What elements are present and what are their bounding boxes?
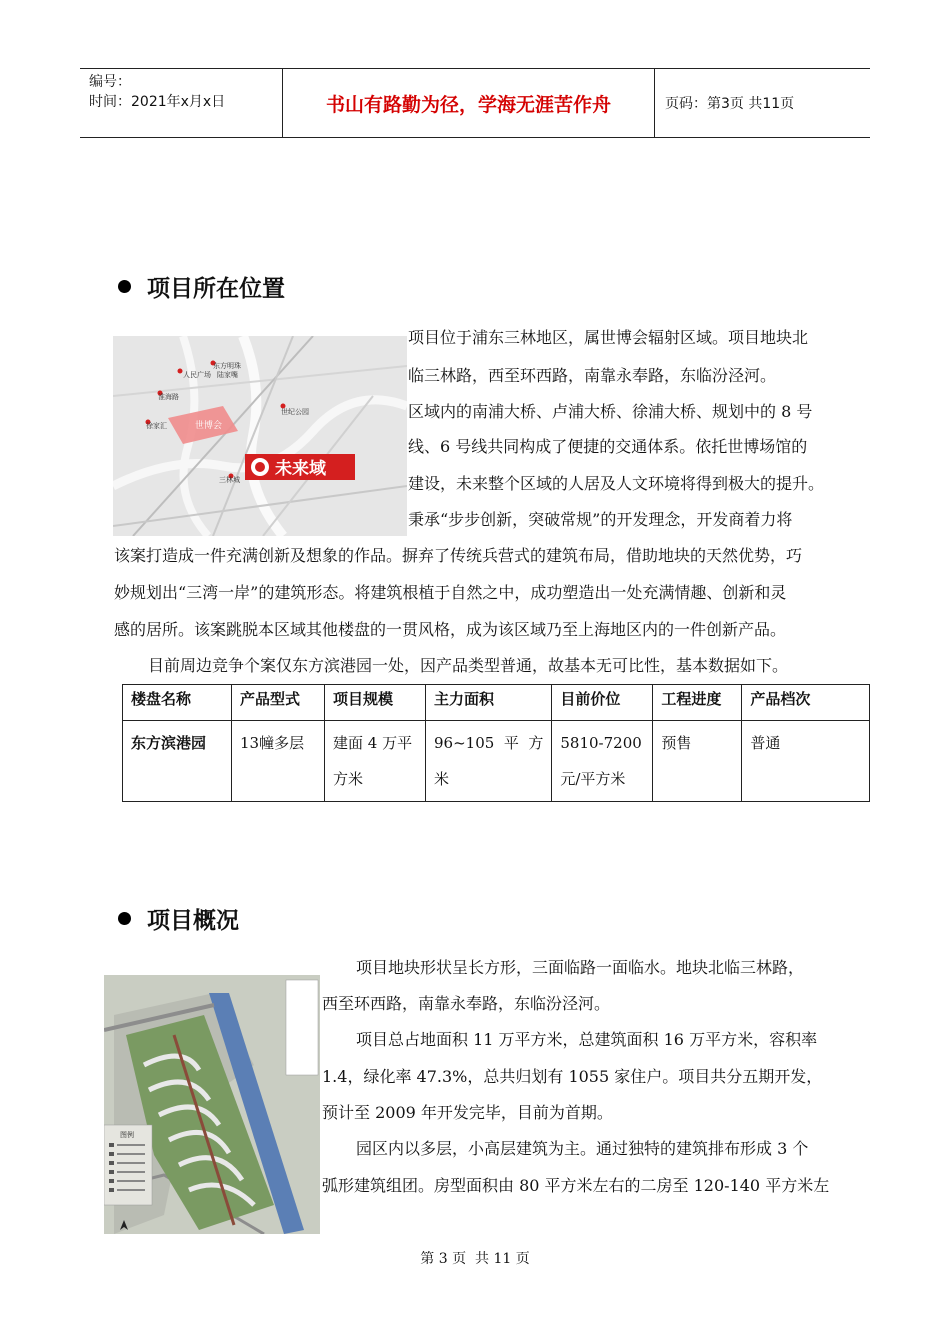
paragraph-line: 感的居所。该案跳脱本区域其他楼盘的一贯风格，成为该区域乃至上海地区内的一件创新产品。: [114, 620, 787, 639]
page-footer: 第 3 页 共 11 页: [420, 1251, 530, 1267]
paragraph-line: 妙规划出“三湾一岸”的建筑形态。将建筑根植于自然之中，成功塑造出一处充满情趣、创新和灵: [114, 583, 787, 602]
table-header-row: [123, 685, 870, 721]
bullet-icon: [118, 280, 131, 293]
paragraph-line: 线、6 号线共同构成了便捷的交通体系。依托世博场馆的: [408, 437, 808, 456]
table-cell-name: 东方滨港园: [123, 721, 232, 802]
site-plan-image: [104, 975, 320, 1234]
cell-line: 96~105 平 方: [434, 734, 544, 752]
section-heading-location: [118, 270, 285, 303]
header-motto: 书山有路勤为径，学海无涯苦作舟: [283, 69, 655, 137]
cell-line: 5810-7200: [560, 734, 642, 752]
header-meta: [80, 69, 283, 137]
competitor-table: [122, 684, 870, 802]
paragraph-line: 项目总占地面积 11 万平方米，总建筑面积 16 万平方米，容积率: [356, 1030, 818, 1049]
plan-info-panel: [286, 980, 318, 1075]
table-header-cell: 工程进度: [653, 685, 742, 721]
cell-line: 元/平方米: [560, 770, 626, 788]
map-label-expo: 世博会: [195, 421, 223, 431]
plan-legend-title: 图例: [120, 1131, 134, 1139]
table-header-cell: 产品型式: [232, 685, 325, 721]
header-page-number: 页码：第3页 共11页: [665, 96, 795, 112]
map-label-logo: 未来域: [275, 459, 326, 479]
cell-line: 建面 4 万平: [333, 734, 413, 752]
map-label-east-bright: 东方明珠: [213, 362, 241, 370]
map-label-sanlin: 三林城: [219, 476, 240, 484]
cell-line: 米: [434, 770, 450, 788]
map-label-huaihai: 淮海路: [158, 393, 179, 401]
page-header: [80, 68, 870, 138]
paragraph-line: 该案打造成一件充满创新及想象的作品。摒弃了传统兵营式的建筑布局，借助地块的天然优势，巧: [114, 546, 803, 565]
section-heading-overview: [118, 902, 239, 935]
location-map-image: [113, 336, 407, 536]
document-number-label: 编号：: [89, 74, 131, 90]
paragraph-line: 区域内的南浦大桥、卢浦大桥、徐浦大桥、规划中的 8 号: [408, 402, 813, 421]
section-title: 项目所在位置: [147, 275, 285, 302]
paragraph-line: 秉承“步步创新，突破常规”的开发理念，开发商着力将: [408, 510, 793, 529]
table-cell-price: [552, 721, 653, 802]
paragraph-line: 建设，未来整个区域的人居及人文环境将得到极大的提升。: [408, 474, 825, 493]
table-cell-area: [426, 721, 552, 802]
table-header-cell: 项目规模: [325, 685, 426, 721]
table-header-cell: 产品档次: [742, 685, 870, 721]
paragraph-line: 1.4，绿化率 47.3%，总共归划有 1055 家住户。项目共分五期开发，: [322, 1067, 823, 1086]
table-header-cell: 目前价位: [552, 685, 653, 721]
paragraph-line: 预计至 2009 年开发完毕，目前为首期。: [322, 1103, 613, 1122]
table-row: [123, 721, 870, 802]
paragraph-line: 目前周边竞争个案仅东方滨港园一处，因产品类型普通，故基本无可比性，基本数据如下。: [148, 656, 789, 675]
paragraph-line: 弧形建筑组团。房型面积由 80 平方米左右的二房至 120-140 平方米左: [322, 1176, 830, 1195]
table-header-cell: 主力面积: [426, 685, 552, 721]
paragraph-line: 临三林路，西至环西路，南靠永奉路，东临汾泾河。: [408, 366, 777, 385]
table-header-cell: 楼盘名称: [123, 685, 232, 721]
table-cell-scale: [325, 721, 426, 802]
map-label-lujiazui: 陆家嘴: [217, 371, 238, 379]
cell-line: 方米: [333, 770, 364, 788]
map-label-century-park: 世纪公园: [281, 408, 309, 416]
paragraph-line: 西至环西路，南靠永奉路，东临汾泾河。: [322, 994, 611, 1013]
section-title: 项目概况: [147, 907, 239, 934]
paragraph-line: 项目位于浦东三林地区，属世博会辐射区域。项目地块北: [408, 328, 809, 347]
bullet-icon: [118, 912, 131, 925]
table-cell-type: 13幢多层: [232, 721, 325, 802]
paragraph-line: 园区内以多层，小高层建筑为主。通过独特的建筑排布形成 3 个: [356, 1139, 809, 1158]
document-date-label: 时间：2021年x月x日: [89, 94, 226, 110]
map-label-peoples-square: 人民广场: [183, 371, 211, 379]
table-cell-progress: 预售: [653, 721, 742, 802]
map-label-xujiahui: 徐家汇: [146, 422, 167, 430]
paragraph-line: 项目地块形状呈长方形，三面临路一面临水。地块北临三林路，: [356, 958, 805, 977]
table-cell-grade: 普通: [742, 721, 870, 802]
